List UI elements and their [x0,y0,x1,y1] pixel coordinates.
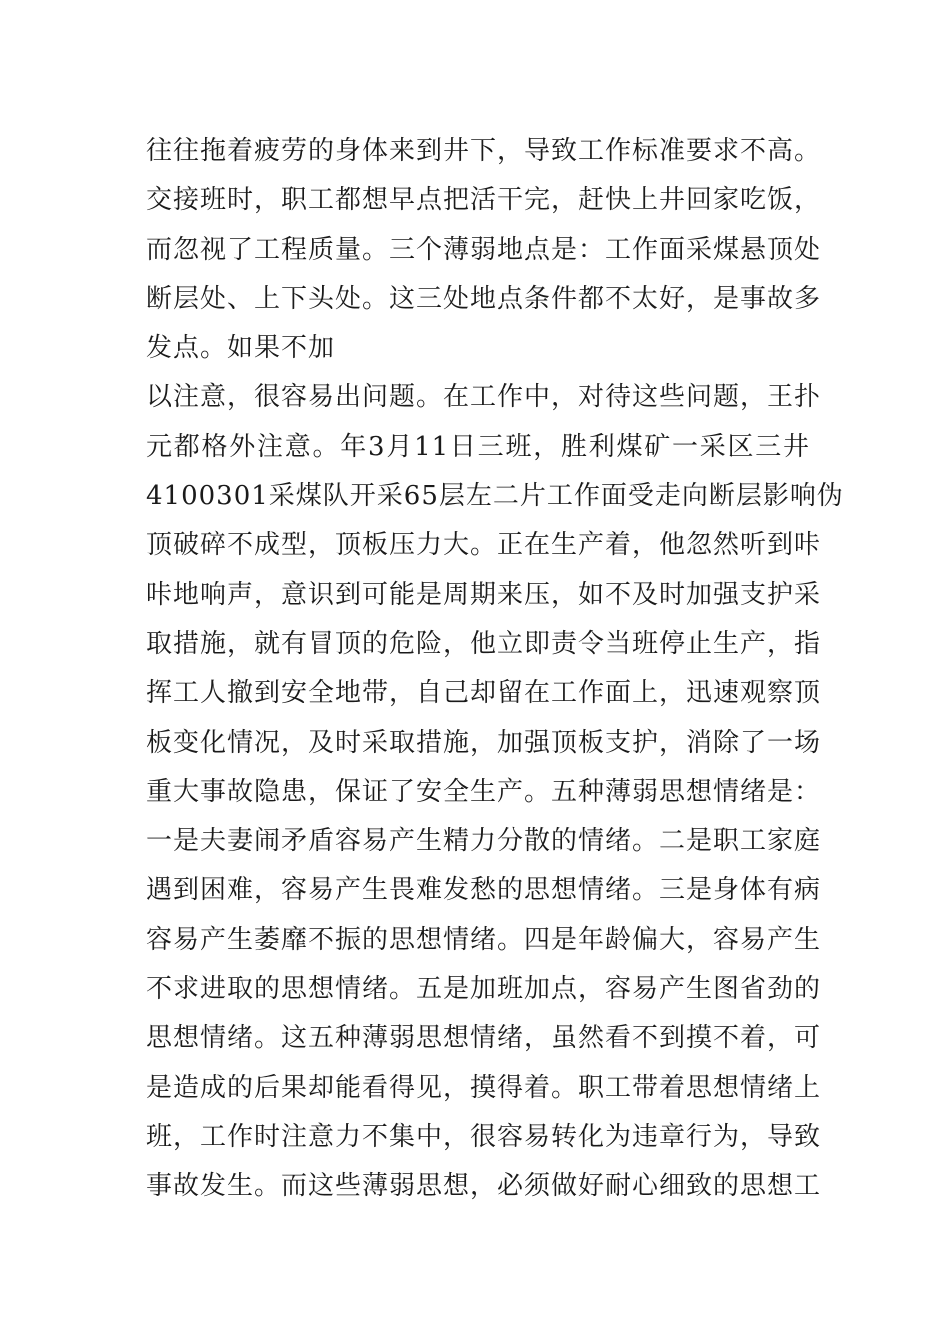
text-line: 事故发生。而这些薄弱思想，必须做好耐心细致的思想工 [146,1171,822,1202]
text-line: 而忽视了工程质量。三个薄弱地点是：工作面采煤悬顶处 [146,234,822,265]
text-line: 思想情绪。这五种薄弱思想情绪，虽然看不到摸不着，可 [146,1023,822,1054]
text-line: 重大事故隐患，保证了安全生产。五种薄弱思想情绪是： [146,776,822,807]
text-line: 往往拖着疲劳的身体来到井下，导致工作标准要求不高。 [146,136,822,166]
text-line: 4100301采煤队开采65层左二片工作面受走向断层影响伪 [146,481,844,512]
text-line: 遇到困难，容易产生畏难发愁的思想情绪。三是身体有病 [146,875,822,906]
text-line: 班，工作时注意力不集中，很容易转化为违章行为，导致 [146,1121,822,1152]
text-line: 一是夫妻闹矛盾容易产生精力分散的情绪。二是职工家庭 [146,826,822,857]
text-line: 挥工人撤到安全地带，自己却留在工作面上，迅速观察顶 [146,678,822,709]
text-line: 板变化情况，及时采取措施，加强顶板支护，消除了一场 [146,727,822,758]
text-line: 交接班时，职工都想早点把活干完，赶快上井回家吃饭， [146,185,822,216]
text-line: 以注意，很容易出问题。在工作中，对待这些问题，王扑 [146,382,822,413]
text-line: 容易产生萎靡不振的思想情绪。四是年龄偏大，容易产生 [146,924,822,955]
text-line: 咔地响声，意识到可能是周期来压，如不及时加强支护采 [146,579,822,610]
text-line: 断层处、上下头处。这三处地点条件都不太好，是事故多 [146,283,822,314]
text-line: 是造成的后果却能看得见，摸得着。职工带着思想情绪上 [146,1072,822,1103]
text-line: 发点。如果不加 [146,333,336,364]
text-line: 顶破碎不成型，顶板压力大。正在生产着，他忽然听到咔 [146,530,822,561]
text-line: 元都格外注意。年3月11日三班，胜利煤矿一采区三井 [146,431,810,462]
text-line: 取措施，就有冒顶的危险，他立即责令当班停止生产，指 [146,628,822,659]
body-text [146,127,844,1212]
text-line: 不求进取的思想情绪。五是加班加点，容易产生图省劲的 [146,974,822,1005]
